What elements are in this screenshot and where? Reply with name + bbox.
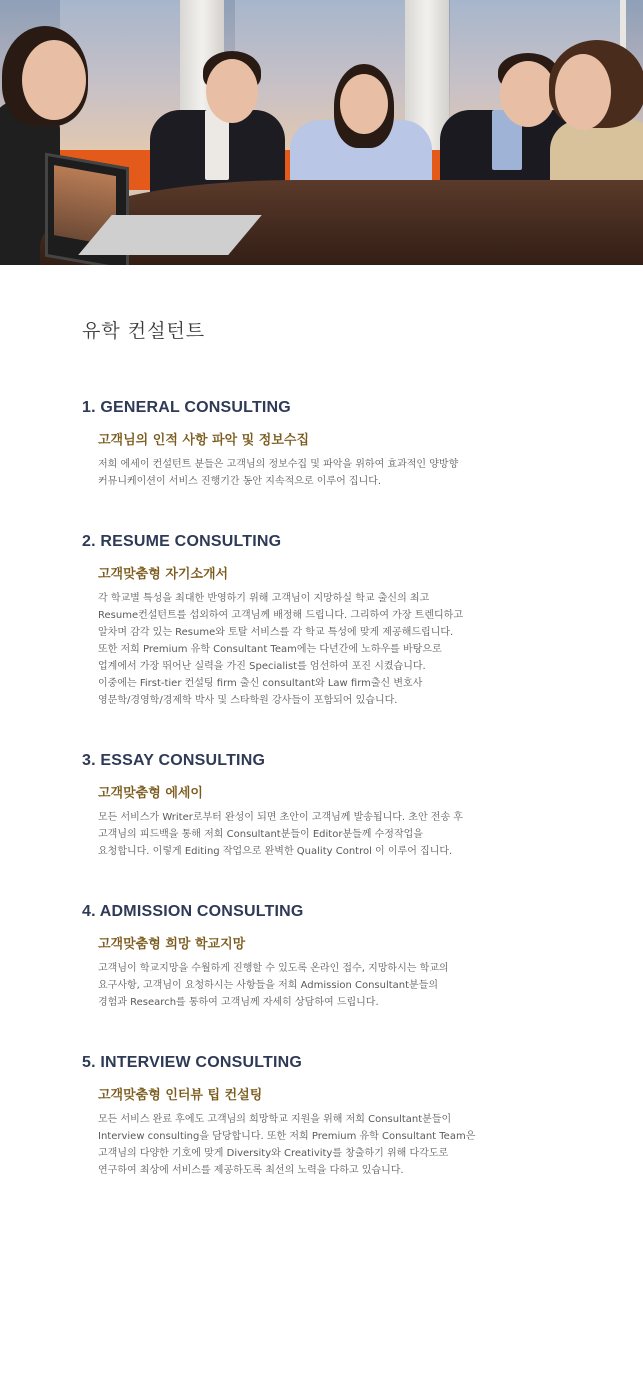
- section-heading: 1. GENERAL CONSULTING: [82, 399, 291, 416]
- body-line: 저희 에세이 컨설턴트 분들은 고객님의 정보수집 및 파악을 위하여 효과적인 양방향: [98, 459, 459, 470]
- body-line: 연구하여 최상에 서비스를 제공하도록 최선의 노력을 다하고 있습니다.: [98, 1165, 404, 1176]
- section-body: [98, 456, 582, 490]
- section-subheading: 고객맞춤형 희망 학교지망: [98, 937, 246, 952]
- body-line: Interview consulting을 담당합니다. 또한 저희 Premium 유학 Consultant Team은: [98, 1131, 476, 1142]
- section-heading: 2. RESUME CONSULTING: [82, 533, 282, 550]
- section-body: [98, 809, 582, 860]
- body-line: 모든 서비스가 Writer로부터 완성이 되면 초안이 고객님께 발송됩니다. 초안 전송 후: [98, 812, 463, 823]
- body-line: 또한 저희 Premium 유학 Consultant Team에는 다년간에 노하우를 바탕으로: [98, 644, 442, 655]
- section-subheading: 고객맞춤형 에세이: [98, 786, 203, 801]
- body-line: 알차며 감각 있는 Resume와 토탈 서비스를 각 학교 특성에 맞게 제공해드립니다.: [98, 627, 454, 638]
- body-line: 경험과 Research를 통하여 고객님께 자세히 상담하여 드립니다.: [98, 997, 379, 1008]
- section-heading: 4. ADMISSION CONSULTING: [82, 903, 304, 920]
- page-title: 유학 컨설턴트: [82, 320, 206, 342]
- section-body: [98, 590, 582, 709]
- section-heading: 5. INTERVIEW CONSULTING: [82, 1054, 303, 1071]
- body-line: 고객님의 피드백을 통해 저희 Consultant분들이 Editor분들께 수정작업을: [98, 829, 423, 840]
- section-subheading: 고객맞춤형 인터뷰 팁 컨설팅: [98, 1088, 263, 1103]
- section-heading: 3. ESSAY CONSULTING: [82, 752, 266, 769]
- section-subheading: 고객맞춤형 자기소개서: [98, 567, 229, 582]
- section-body: [98, 960, 582, 1011]
- section-admission-consulting: [82, 903, 582, 1011]
- section-interview-consulting: [82, 1054, 582, 1179]
- body-line: 각 학교별 특성을 최대한 반영하기 위해 고객님이 지망하실 학교 출신의 최고: [98, 593, 430, 604]
- body-line: 업계에서 가장 뛰어난 실력을 가진 Specialist를 엄선하여 포진 시켰습니다.: [98, 661, 426, 672]
- body-line: 요구사항, 고객님이 요청하시는 사항들을 저희 Admission Consultant분들의: [98, 980, 439, 991]
- section-essay-consulting: [82, 752, 582, 860]
- body-line: 모든 서비스 완료 후에도 고객님의 희망학교 지원을 위해 저희 Consultant분들이: [98, 1114, 452, 1125]
- hero-photo: [0, 0, 643, 265]
- section-body: [98, 1111, 582, 1179]
- body-line: 이중에는 First-tier 컨설팅 firm 출신 consultant와 Law firm출신 변호사: [98, 678, 423, 689]
- body-line: 고객님이 학교지망을 수월하게 진행할 수 있도록 온라인 접수, 지망하시는 학교의: [98, 963, 449, 974]
- body-line: 고객님의 다양한 기호에 맞게 Diversity와 Creativity를 창출하기 위해 다각도로: [98, 1148, 449, 1159]
- section-resume-consulting: [82, 533, 582, 709]
- section-general-consulting: [82, 399, 582, 490]
- section-subheading: 고객님의 인적 사항 파악 및 정보수집: [98, 433, 309, 448]
- body-line: Resume컨설턴트를 섭외하여 고객님께 배정해 드립니다. 그리하여 가장 트렌디하고: [98, 610, 463, 621]
- body-line: 커뮤니케이션이 서비스 진행기간 동안 지속적으로 이루어 집니다.: [98, 476, 382, 487]
- laptop: [45, 160, 195, 260]
- body-line: 영문학/경영학/경제학 박사 및 스타학원 강사들이 포함되어 있습니다.: [98, 695, 398, 706]
- body-line: 요청합니다. 이렇게 Editing 작업으로 완벽한 Quality Control 이 이루어 집니다.: [98, 846, 453, 857]
